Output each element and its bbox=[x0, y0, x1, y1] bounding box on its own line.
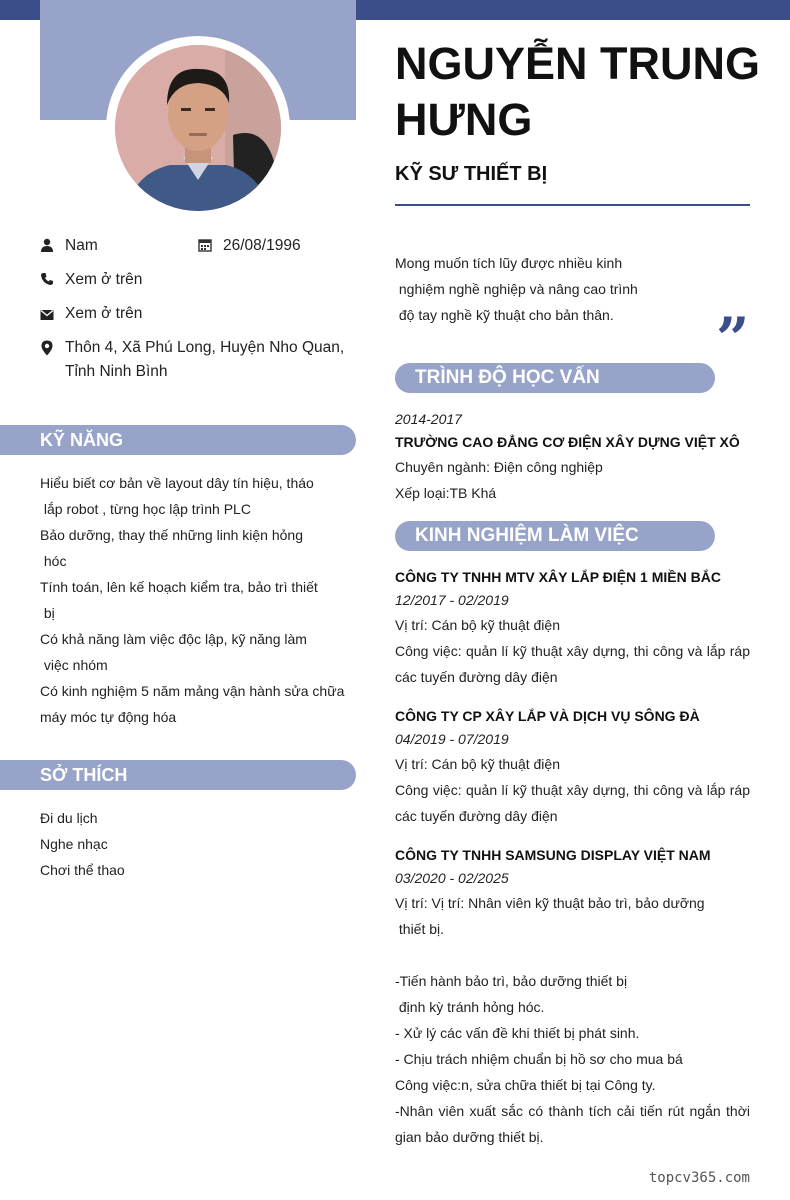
job-duty-line: Công việc:n, sửa chữa thiết bị tại Công ty. bbox=[395, 1077, 656, 1093]
company-name: CÔNG TY CP XÂY LẮP VÀ DỊCH VỤ SÔNG ĐÀ bbox=[395, 708, 700, 724]
hobby-item: Chơi thể thao bbox=[40, 862, 125, 878]
objective-line: nghiệm nghề nghiệp và nâng cao trình bbox=[395, 281, 638, 297]
phone-icon bbox=[40, 272, 54, 286]
education-major: Chuyên ngành: Điện công nghiệp bbox=[395, 459, 603, 475]
skill-line: bị bbox=[40, 605, 55, 621]
job-period: 04/2019 - 07/2019 bbox=[395, 731, 509, 747]
hobby-item: Nghe nhạc bbox=[40, 836, 108, 852]
skill-line: Bảo dưỡng, thay thế những linh kiện hỏng bbox=[40, 527, 303, 543]
job-duty-line: - Chịu trách nhiệm chuẩn bị hồ sơ cho mua bá bbox=[395, 1051, 683, 1067]
skill-line: Có khả năng làm việc độc lập, kỹ năng làm bbox=[40, 631, 307, 647]
job-period: 03/2020 - 02/2025 bbox=[395, 870, 509, 886]
blank-line bbox=[395, 942, 750, 968]
job-position: Vị trí: Cán bộ kỹ thuật điện bbox=[395, 617, 560, 633]
job-period: 12/2017 - 02/2019 bbox=[395, 592, 509, 608]
hobbies-list bbox=[40, 805, 125, 883]
avatar bbox=[115, 45, 281, 211]
phone-value: Xem ở trên bbox=[65, 271, 143, 288]
email-value: Xem ở trên bbox=[65, 305, 143, 322]
education-entry bbox=[395, 408, 750, 506]
skill-line: hóc bbox=[40, 553, 67, 569]
company-name: CÔNG TY TNHH SAMSUNG DISPLAY VIỆT NAM bbox=[395, 847, 711, 863]
experience-entry bbox=[395, 844, 750, 1150]
location-pin-icon bbox=[40, 340, 54, 356]
experience-entry bbox=[395, 566, 750, 690]
skill-line: Hiểu biết cơ bản về layout dây tín hiệu, tháo bbox=[40, 475, 314, 491]
job-position-line: thiết bị. bbox=[395, 921, 445, 937]
skill-line: Có kinh nghiệm 5 năm mảng vận hành sửa chữa bbox=[40, 683, 345, 699]
skill-line: lắp robot , từng học lập trình PLC bbox=[40, 501, 251, 517]
job-position: Vị trí: Cán bộ kỹ thuật điện bbox=[395, 756, 560, 772]
career-objective bbox=[395, 250, 638, 328]
job-title: KỸ SƯ THIẾT BỊ bbox=[395, 163, 548, 185]
title-divider bbox=[395, 204, 750, 206]
hobbies-heading: SỞ THÍCH bbox=[0, 760, 356, 790]
gender-value: Nam bbox=[65, 237, 98, 254]
email-icon bbox=[40, 308, 54, 322]
education-heading: TRÌNH ĐỘ HỌC VẤN bbox=[395, 363, 715, 393]
skills-heading: KỸ NĂNG bbox=[0, 425, 356, 455]
birthday-value: 26/08/1996 bbox=[223, 237, 301, 254]
job-position-line: Vị trí: Vị trí: Nhân viên kỹ thuật bảo trì, bảo dưỡng bbox=[395, 895, 705, 911]
job-duty-line: -Tiến hành bảo trì, bảo dưỡng thiết bị bbox=[395, 973, 628, 989]
hobby-item: Đi du lịch bbox=[40, 810, 98, 826]
experience-entry bbox=[395, 705, 750, 829]
job-duty-line: -Nhân viên xuất sắc có thành tích cải tiến rút ngắn thời gian bảo dưỡng thiết bị. bbox=[395, 1103, 750, 1145]
skills-list bbox=[40, 470, 344, 730]
skill-line: máy móc tự động hóa bbox=[40, 709, 177, 725]
experience-heading: KINH NGHIỆM LÀM VIỆC bbox=[395, 521, 715, 551]
person-icon bbox=[40, 238, 54, 252]
education-grade: Xếp loại:TB Khá bbox=[395, 485, 497, 501]
skill-line: Tính toán, lên kế hoạch kiểm tra, bảo trì thiết bbox=[40, 579, 318, 595]
job-description: Công việc: quản lí kỹ thuật xây dựng, thi công và lắp ráp các tuyến đường dây điện bbox=[395, 782, 750, 824]
job-description: Công việc: quản lí kỹ thuật xây dựng, thi công và lắp ráp các tuyến đường dây điện bbox=[395, 643, 750, 685]
objective-line: Mong muốn tích lũy được nhiều kinh bbox=[395, 255, 623, 271]
candidate-name: NGUYỄN TRUNG HƯNG bbox=[395, 38, 761, 145]
footer-watermark: topcv365.com bbox=[648, 1170, 750, 1186]
job-duty-line: định kỳ tránh hỏng hóc. bbox=[395, 999, 545, 1015]
calendar-icon bbox=[198, 238, 212, 252]
skill-line: việc nhóm bbox=[40, 657, 108, 673]
address-value: Thôn 4, Xã Phú Long, Huyện Nho Quan, Tỉnh Ninh Bình bbox=[65, 339, 345, 380]
job-duty-line: - Xử lý các vấn đề khi thiết bị phát sinh. bbox=[395, 1025, 640, 1041]
quote-mark-icon: ” bbox=[716, 305, 750, 373]
education-period: 2014-2017 bbox=[395, 411, 462, 427]
school-name: TRƯỜNG CAO ĐẲNG CƠ ĐIỆN XÂY DỰNG VIỆT XÔ bbox=[395, 434, 740, 450]
objective-line: độ tay nghề kỹ thuật cho bản thân. bbox=[395, 307, 614, 323]
company-name: CÔNG TY TNHH MTV XÂY LẮP ĐIỆN 1 MIỀN BẮC bbox=[395, 569, 721, 585]
